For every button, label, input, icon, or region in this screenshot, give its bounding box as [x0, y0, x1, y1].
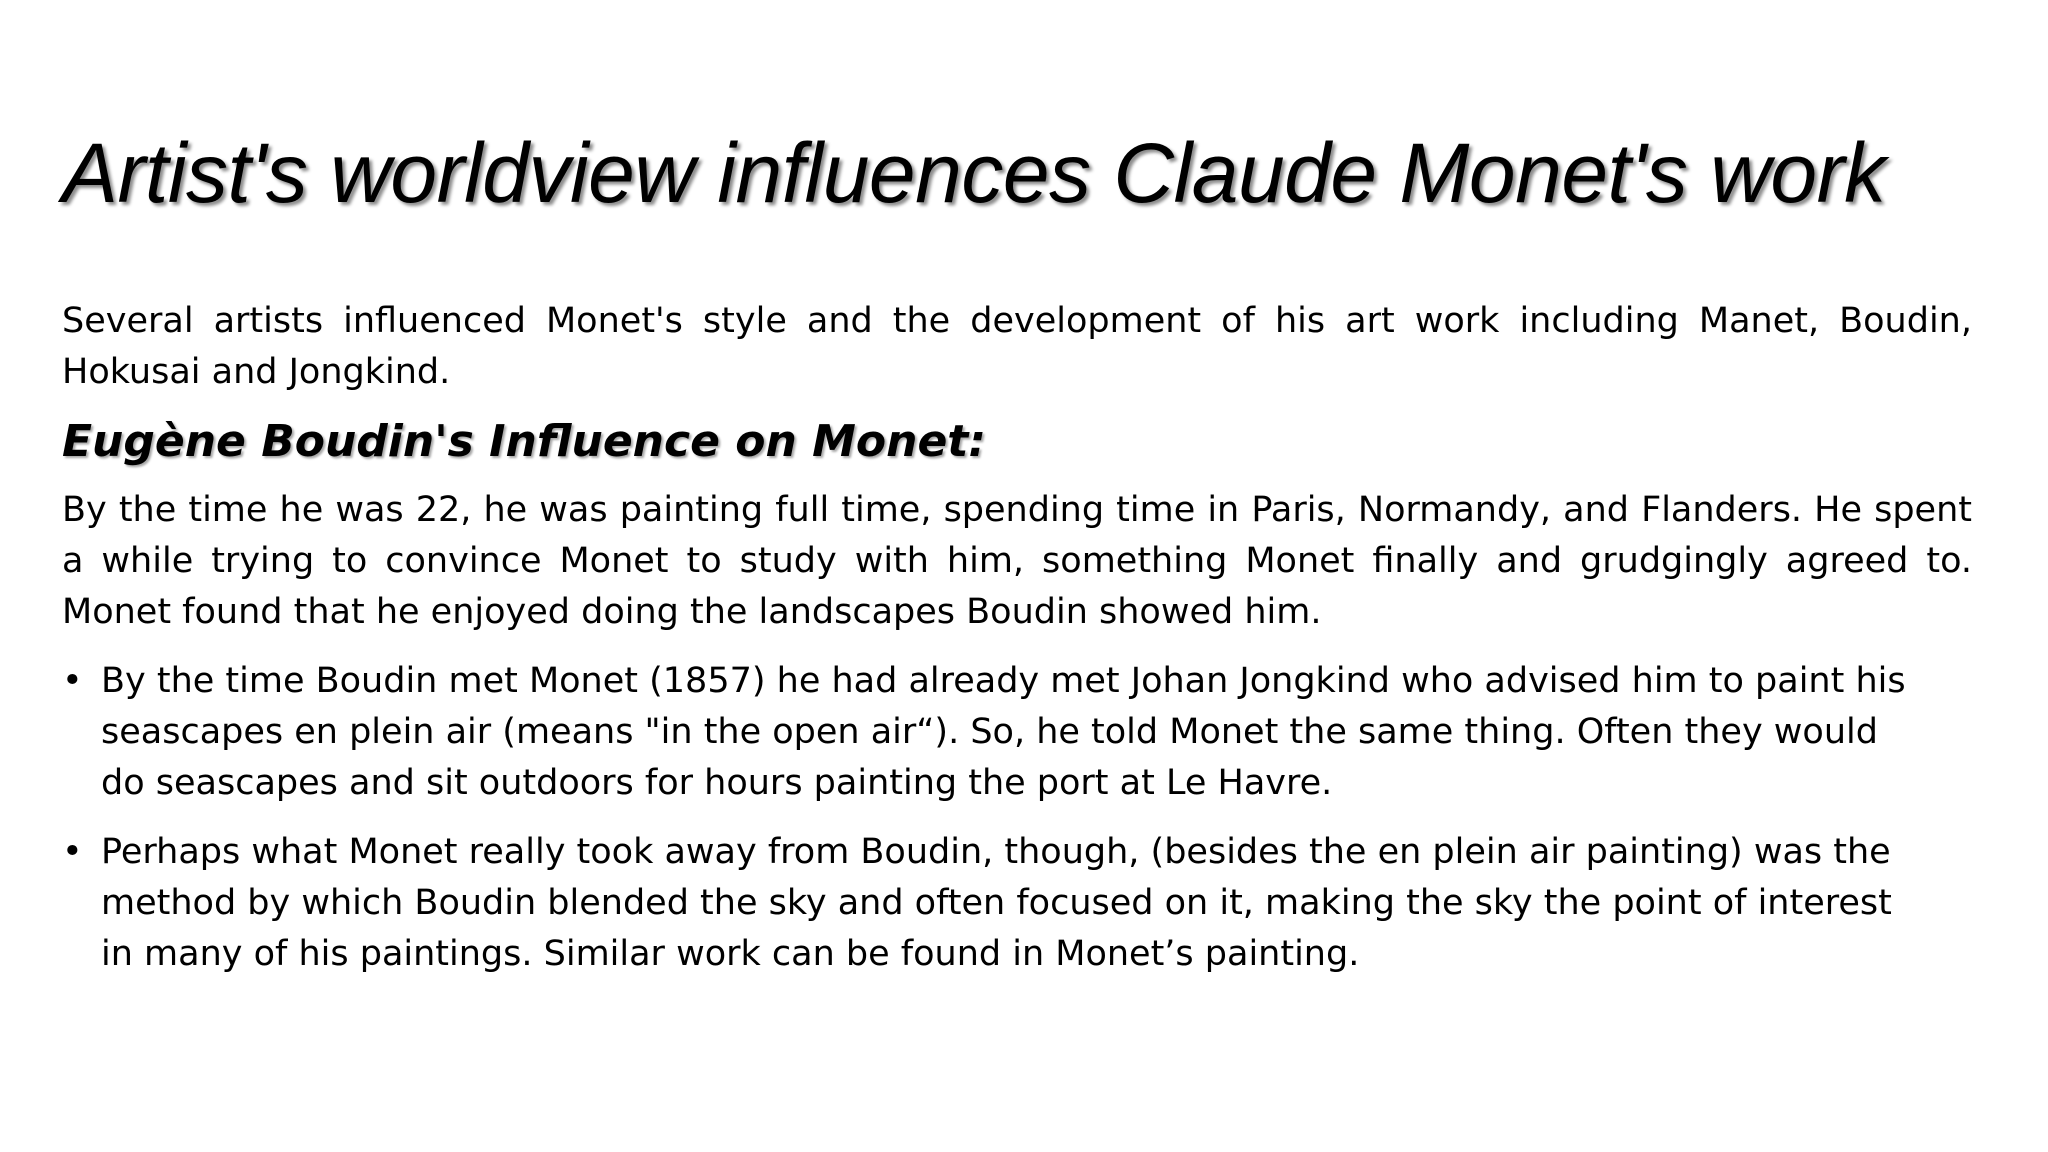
bullet-icon: • [62, 832, 83, 872]
section-heading: Eugène Boudin's Influence on Monet: [62, 416, 986, 467]
boudin-paragraph: By the time he was 22, he was painting full time, spending time in Paris, Normandy, and Flanders. He spent a while trying to convince Monet to study with him, something Monet finally and grudgingly agreed to. Monet found that he enjoyed doing the landscapes Boudin showed him. [62, 490, 1972, 632]
bullet-list [62, 656, 1972, 980]
bullet-icon: • [62, 661, 83, 701]
slide-body [62, 296, 1972, 998]
bullet-item [62, 656, 1972, 809]
bullet-item [62, 827, 1972, 980]
bullet-text: Perhaps what Monet really took away from Boudin, though, (besides the en plein air painting) was the method by which Boudin blended the sky and often focused on it, making the sky the point of interest in many of his paintings. Similar work can be found in Monet’s painting. [101, 832, 1892, 974]
bullet-text: By the time Boudin met Monet (1857) he had already met Johan Jongkind who advised him to paint his seascapes en plein air (means "in the open air“). So, he told Monet the same thing. Often they would do seascapes and sit outdoors for hours painting the port at Le Havre. [101, 661, 1906, 803]
intro-paragraph: Several artists influenced Monet's style and the development of his art work including Manet, Boudin, Hokusai and Jongkind. [62, 301, 1972, 392]
slide-title: Artist's worldview influences Claude Monet's work [62, 126, 1886, 220]
